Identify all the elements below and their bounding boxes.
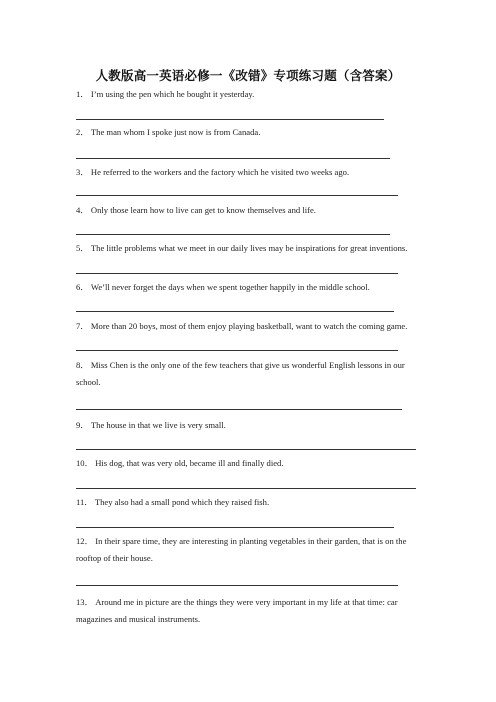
answer-line-12	[76, 585, 398, 586]
answer-line-9	[76, 449, 416, 450]
question-2	[76, 124, 424, 141]
answer-line-2	[76, 158, 390, 159]
question-text: They also had a small pond which they raised fish.	[94, 497, 270, 507]
question-text: His dog, that was very old, became ill and finally died.	[95, 458, 284, 468]
answer-line-5	[76, 273, 398, 274]
answer-line-7	[76, 350, 398, 351]
question-11	[76, 494, 424, 511]
question-text: More than 20 boys, most of them enjoy playing basketball, want to watch the coming game.	[90, 321, 408, 331]
question-number: 9．	[76, 420, 89, 430]
question-text: We’ll never forget the days when we spent together happily in the middle school.	[90, 282, 370, 292]
question-12	[76, 533, 424, 567]
question-number: 7．	[76, 321, 89, 331]
question-8	[76, 357, 424, 391]
question-number: 2．	[76, 127, 89, 137]
question-7	[76, 318, 424, 335]
question-number: 1．	[76, 89, 89, 99]
question-text: Miss Chen is the only one of the few teachers that give us wonderful English lessons in our school.	[76, 360, 405, 387]
question-6	[76, 279, 424, 296]
question-number: 5．	[76, 243, 89, 253]
question-text: The house in that we live is very small.	[90, 420, 226, 430]
question-text: The man whom I spoke just now is from Canada.	[90, 127, 261, 137]
answer-line-3	[76, 195, 398, 196]
question-number: 13．	[76, 597, 94, 607]
document-title: 人教版高一英语必修一《改错》专项练习题（含答案）	[95, 68, 401, 83]
answer-line-1	[76, 119, 384, 120]
question-number: 11．	[76, 497, 93, 507]
question-5	[76, 240, 424, 257]
question-text: Around me in picture are the things they were very important in my life at that time: car magazines and musical instruments.	[76, 597, 398, 624]
question-13	[76, 594, 424, 628]
question-number: 6．	[76, 282, 89, 292]
question-number: 4．	[76, 205, 89, 215]
question-number: 12．	[76, 536, 94, 546]
question-number: 8．	[76, 360, 89, 370]
answer-line-4	[76, 234, 390, 235]
answer-line-11	[76, 527, 394, 528]
question-3	[76, 164, 424, 181]
answer-line-6	[76, 311, 394, 312]
question-number: 10．	[76, 458, 94, 468]
question-text: The little problems what we meet in our daily lives may be inspirations for great inventions.	[90, 243, 408, 253]
question-4	[76, 202, 424, 219]
question-10	[76, 455, 424, 472]
question-number: 3．	[76, 167, 89, 177]
question-1	[76, 86, 424, 103]
answer-line-10	[76, 488, 416, 489]
question-text: He referred to the workers and the factory which he visited two weeks ago.	[90, 167, 350, 177]
question-text: Only those learn how to live can get to know themselves and life.	[90, 205, 316, 215]
question-text: I’m using the pen which he bought it yesterday.	[90, 89, 255, 99]
question-text: In their spare time, they are interesting in planting vegetables in their garden, that is on the rooftop of their house.	[76, 536, 407, 563]
answer-line-8	[76, 409, 402, 410]
question-9	[76, 417, 424, 434]
